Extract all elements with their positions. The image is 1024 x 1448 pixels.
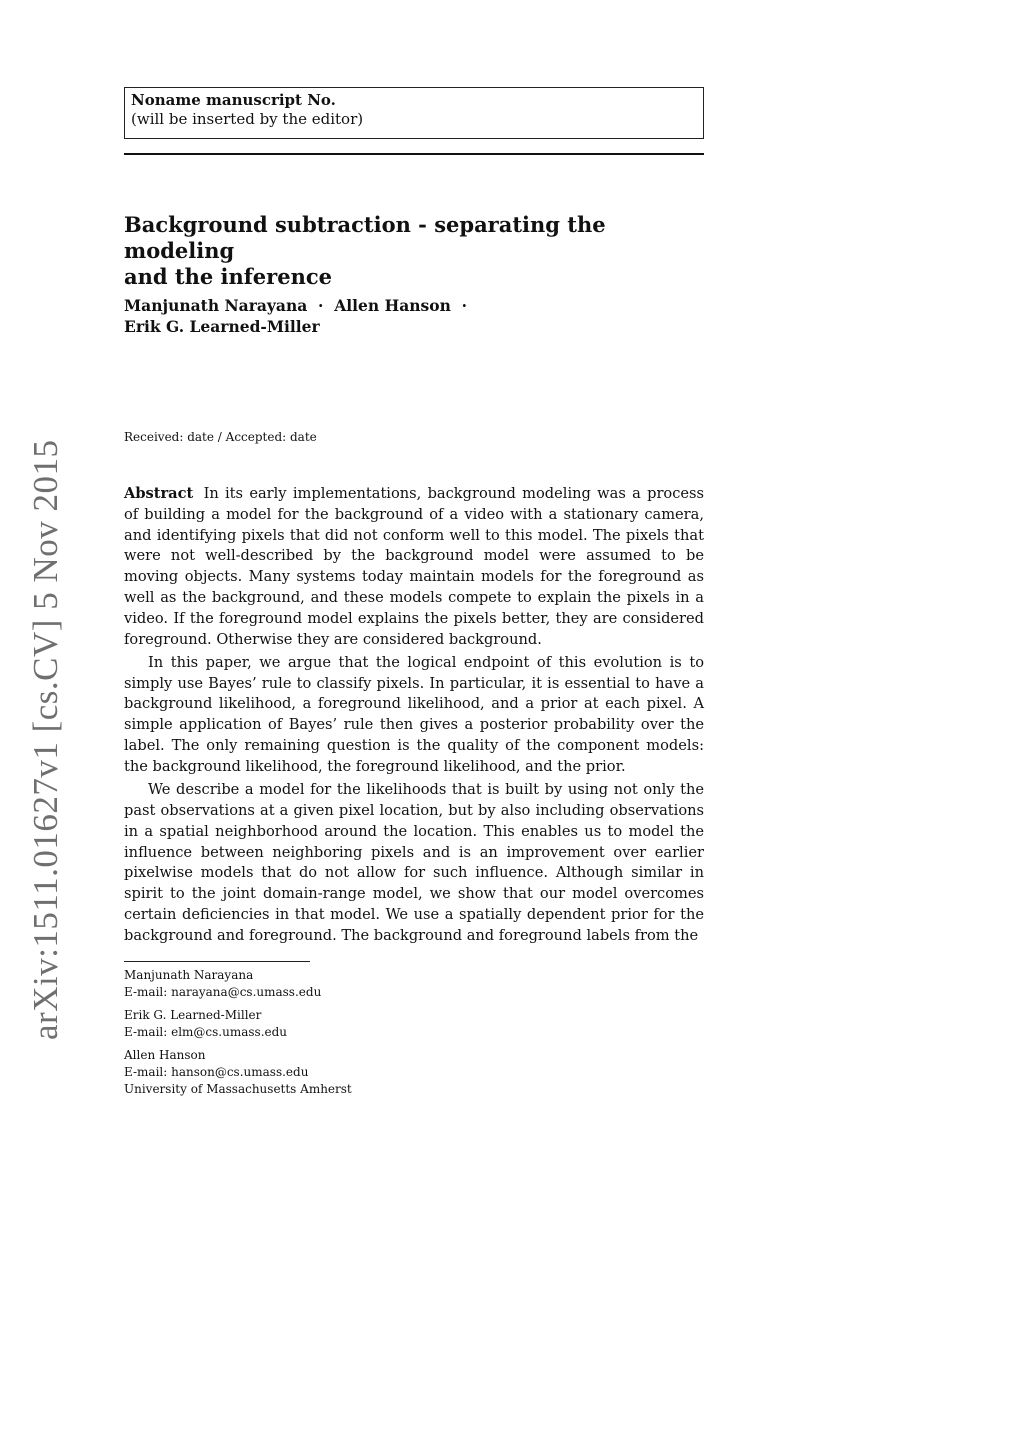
footnote-rule: [124, 961, 310, 962]
abstract-paragraph-2: In this paper, we argue that the logical endpoint of this evolution is to simply use Bayes’ rule to classify pixels. In particular, it is essential to have a background likelihood, a foreground likelihood, and a prior at each pixel. A simple application of Bayes’ rule then gives a posterior probability over the label. The only remaining question is the quality of the component models: the background likelihood, the foreground likelihood, and the prior.: [124, 653, 704, 775]
footnote-author-email: E-mail: hanson@cs.umass.edu: [124, 1064, 309, 1079]
footnote-author-name: Erik G. Learned-Miller: [124, 1008, 262, 1023]
abstract-paragraph-1: [124, 484, 704, 650]
footnote-author-email: E-mail: narayana@cs.umass.edu: [124, 984, 322, 999]
abstract-text-1: In its early implementations, background modeling was a process of building a model for the background of a video with a stationary camera, and identifying pixels that did not conform well to this model. The pixels that were not well-described by the background model were assumed to be moving objects. Many systems today maintain models for the foreground as well as the background, and these models compete to explain the pixels in a video. If the foreground model explains the pixels better, they are considered foreground. Otherwise they are considered background.: [124, 485, 705, 648]
abstract-paragraph-3: We describe a model for the likelihoods that is built by using not only the past observations at a given pixel location, but by also including observations in a spatial neighborhood around the location. This enables us to model the influence between neighboring pixels and is an improvement over earlier pixelwise models that do not allow for such influence. Although similar in spirit to the joint domain-range model, we show that our model overcomes certain deficiencies in that model. We use a spatially dependent prior for the background and foreground. The background and foreground labels from the: [124, 781, 704, 944]
arxiv-identifier-stamp: arXiv:1511.01627v1 [cs.CV] 5 Nov 2015: [26, 439, 65, 1040]
footnote-author-name: Manjunath Narayana: [124, 968, 254, 982]
title-line-1: Background subtraction - separating the modeling: [124, 212, 606, 263]
footnote-author-1: [124, 967, 704, 1000]
authors-line-2: Erik G. Learned-Miller: [124, 317, 320, 336]
manuscript-number-label: Noname manuscript No.: [131, 91, 336, 109]
abstract-section: [124, 484, 704, 949]
footnote-author-2: [124, 1007, 704, 1040]
footnote-author-3: [124, 1047, 704, 1097]
abstract-label: Abstract: [124, 485, 194, 502]
received-date: Received: date / Accepted: date: [124, 430, 317, 444]
author-list: [124, 295, 704, 337]
editor-note: (will be inserted by the editor): [131, 110, 364, 128]
header-rule: [124, 153, 704, 155]
footnote-author-email: E-mail: elm@cs.umass.edu: [124, 1024, 288, 1039]
authors-line-1: Manjunath Narayana · Allen Hanson ·: [124, 296, 468, 315]
paper-title: [124, 212, 704, 290]
footnote-author-name: Allen Hanson: [124, 1048, 206, 1063]
manuscript-number-box: [124, 87, 704, 139]
footnote-affiliation: University of Massachusetts Amherst: [124, 1081, 352, 1096]
author-footnotes: [124, 967, 704, 1104]
title-line-2: and the inference: [124, 264, 332, 289]
